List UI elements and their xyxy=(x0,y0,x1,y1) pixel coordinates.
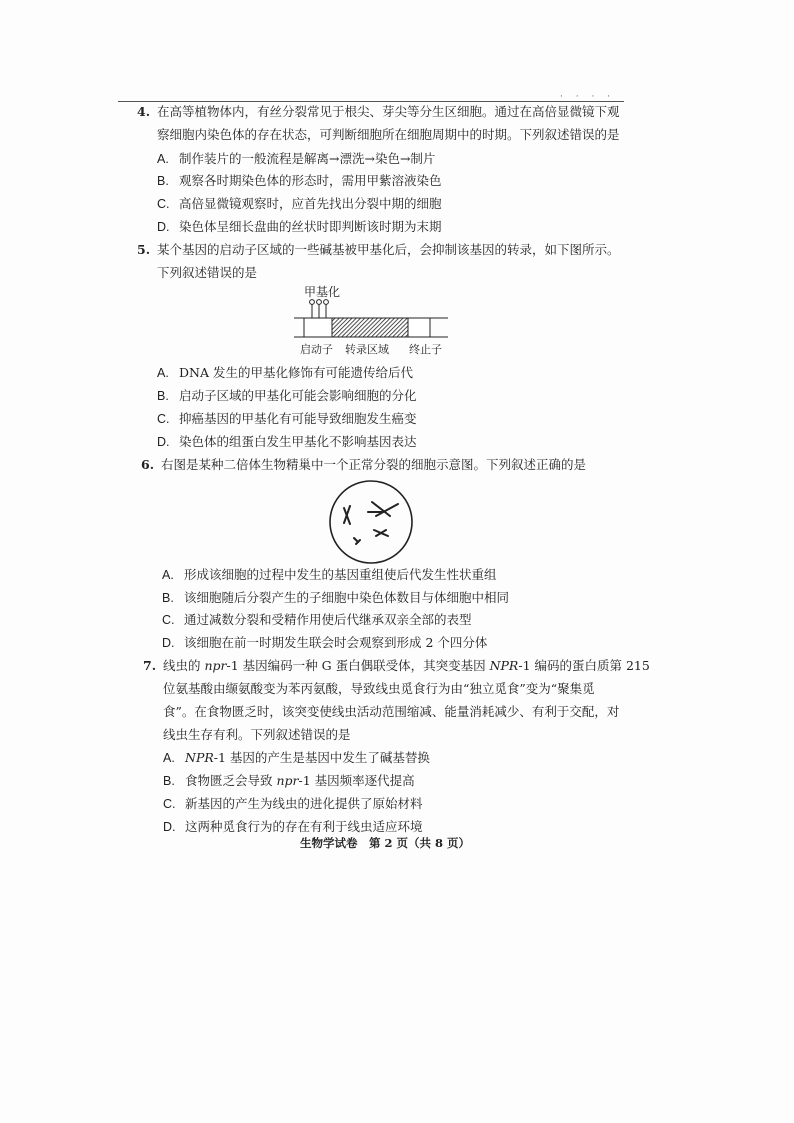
q5-option-a: A. DNA 发生的甲基化修饰有可能遗传给后代 xyxy=(157,365,413,380)
q4-option-d: D. 染色体呈细长盘曲的丝状时即判断该时期为末期 xyxy=(157,219,442,234)
methyl-label: 甲基化 xyxy=(304,285,341,299)
q4-number: 4. xyxy=(137,104,151,119)
q7-option-b: B. 食物匮乏会导致 npr-1 基因频率逐代提高 xyxy=(163,773,415,788)
q4-stem-line2: 察细胞内染色体的存在状态，可判断细胞所在细胞周期中的时期。下列叙述错误的是 xyxy=(157,127,620,142)
q7-option-d: D. 这两种觅食行为的存在有利于线虫适应环境 xyxy=(163,819,423,834)
q6-option-d: D. 该细胞在前一时期发生联会时会观察到形成 2 个四分体 xyxy=(162,635,488,650)
transcription-box xyxy=(332,318,408,337)
q4-option-b: B. 观察各时期染色体的形态时，需用甲紫溶液染色 xyxy=(157,173,442,188)
q5-stem-text1: 某个基因的启动子区域的一些碱基被甲基化后，会抑制该基因的转录，如下图所示。 xyxy=(157,242,620,257)
transcription-label: 转录区域 xyxy=(345,343,389,356)
q5-option-b: B. 启动子区域的甲基化可能会影响细胞的分化 xyxy=(157,388,417,403)
gene-structure-figure xyxy=(290,282,460,362)
methyl-pins xyxy=(310,300,329,318)
q5-stem-line1 xyxy=(137,240,620,258)
q4-stem-text1: 在高等植物体内，有丝分裂常见于根尖、芽尖等分生区细胞。通过在高倍显微镜下观 xyxy=(157,104,620,119)
q5-option-c: C. 抑癌基因的甲基化有可能导致细胞发生癌变 xyxy=(157,411,417,426)
q7-number: 7. xyxy=(143,658,157,673)
cell-diagram xyxy=(328,478,418,568)
q4-stem-line1 xyxy=(137,102,620,120)
q6-stem-line1 xyxy=(141,455,586,473)
q6-number: 6. xyxy=(141,457,155,472)
promoter-box xyxy=(304,318,332,337)
chromosomes xyxy=(344,502,398,544)
q7-stem-line2: 位氨基酸由缬氨酸变为苯丙氨酸，导致线虫觅食行为由“独立觅食”变为“聚集觅 xyxy=(163,681,595,696)
methylation-diagram xyxy=(290,282,460,362)
cell-figure xyxy=(328,478,418,568)
q4-option-a: A. 制作装片的一般流程是解离→漂洗→染色→制片 xyxy=(157,151,436,166)
q5-number: 5. xyxy=(137,242,151,257)
q6-option-a: A. 形成该细胞的过程中发生的基因重组使后代发生性状重组 xyxy=(162,567,497,582)
q7-option-a: A. NPR-1 基因的产生是基因中发生了碱基替换 xyxy=(163,750,430,765)
q7-option-c: C. 新基因的产生为线虫的进化提供了原始材料 xyxy=(163,796,423,811)
q5-stem-line2: 下列叙述错误的是 xyxy=(157,265,258,280)
promoter-label: 启动子 xyxy=(300,343,333,356)
q6-option-c: C. 通过减数分裂和受精作用使后代继承双亲全部的表型 xyxy=(162,612,472,627)
q7-stem-line4: 线虫生存有利。下列叙述错误的是 xyxy=(163,727,351,742)
q7-stem-line3: 食”。在食物匮乏时，该突变使线虫活动范围缩减、能量消耗减少、有利于交配，对 xyxy=(163,704,620,719)
cell-membrane xyxy=(330,481,412,563)
q6-option-b: B. 该细胞随后分裂产生的子细胞中染色体数目与体细胞中相同 xyxy=(162,590,510,605)
terminator-label: 终止子 xyxy=(409,343,442,356)
q6-stem-text1: 右图是某种二倍体生物精巢中一个正常分裂的细胞示意图。下列叙述正确的是 xyxy=(161,457,587,472)
scan-marks: · · · · xyxy=(560,92,616,102)
page-footer: 生物学试卷 第 2 页（共 8 页） xyxy=(300,836,471,850)
q5-option-d: D. 染色体的组蛋白发生甲基化不影响基因表达 xyxy=(157,434,417,449)
q7-stem-line1: 7. 线虫的 npr-1 基因编码一种 G 蛋白偶联受体，其突变基因 NPR-1 编码的蛋白质第 215 xyxy=(143,658,650,673)
terminator-box xyxy=(408,318,430,337)
q4-option-c: C. 高倍显微镜观察时，应首先找出分裂中期的细胞 xyxy=(157,196,442,211)
